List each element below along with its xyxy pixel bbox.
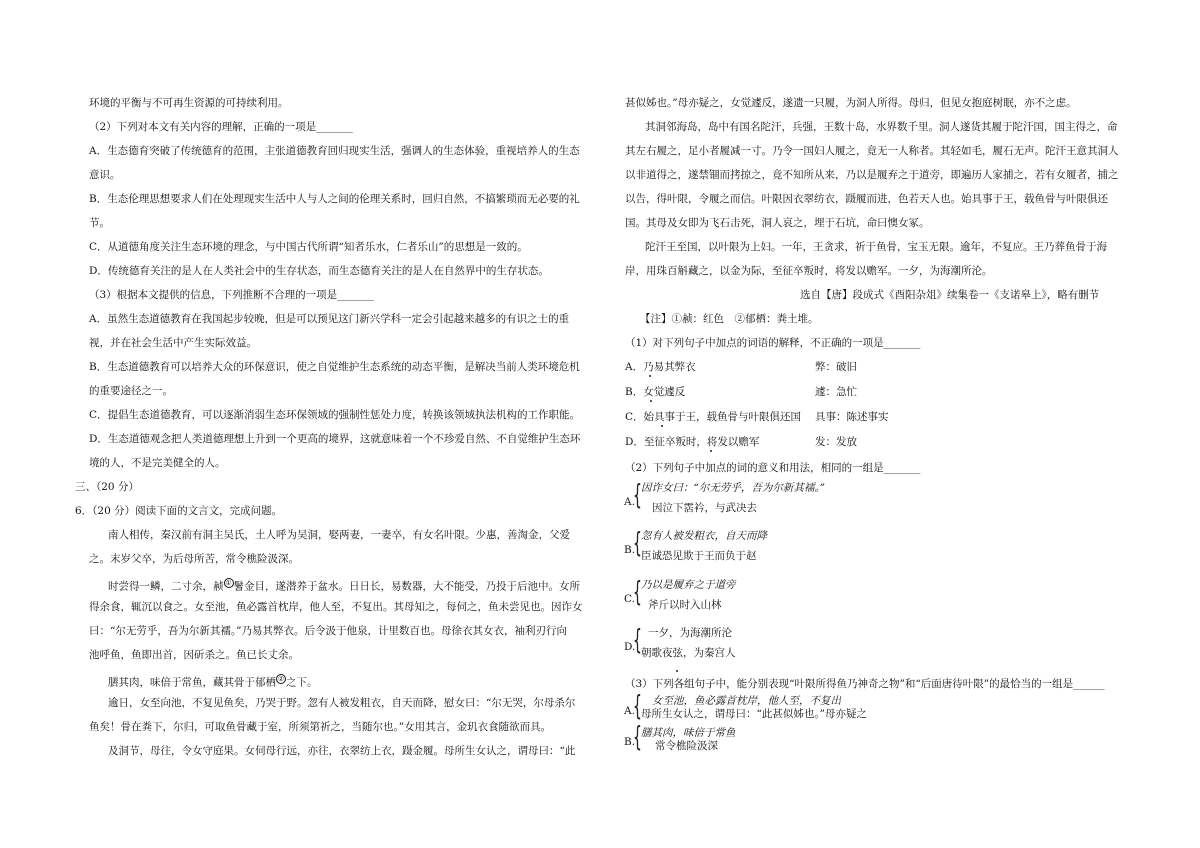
q3-option-b-bottom: 常令樵险汲深 <box>655 740 718 752</box>
q2-option-c-bottom: 斧斤以时入山林 <box>648 599 722 611</box>
footnote-marker-1: ① <box>225 579 232 587</box>
emphasis-dot <box>649 375 651 377</box>
brace-icon: { <box>633 720 642 753</box>
option-a-line-2: 意识。 <box>89 169 121 181</box>
option-d: D．传统德育关注的是人在人类社会中的生存状态，而生态德育关注的是人在自然界中的生存状态。 <box>89 265 549 277</box>
brace-icon: { <box>633 575 642 608</box>
q1-option-c-gloss: 具事：陈述事实 <box>815 411 889 423</box>
q2-option-a-bottom: 因泣下霑衿，与武决去 <box>652 502 757 514</box>
q2-option-b-top: 忽有人被发粗衣，自天而降 <box>641 530 767 542</box>
q1-option-b-gloss: 遽：急忙 <box>815 386 857 398</box>
passage-line: 其左右履之，足小者履减一寸。乃令一国妇人履之，竟无一人称者。其轻如毛，履石无声。陀汗王意其洞人 <box>625 145 1119 157</box>
passage-line: 膳其肉，味倍于常鱼，藏其骨于郁栖 ② 之下。 <box>108 675 318 689</box>
passage-line: 逾日，女至向池，不复见鱼矣，乃哭于野。忽有人被发粗衣，自天而降，慰女曰：“尔无哭，尔母杀尔 <box>108 697 576 709</box>
q2-option-a-label: A. <box>624 496 635 508</box>
passage-line: 其洞邻海岛，岛中有国名陀汗，兵强，王数十岛，水界数千里。洞人遂货其履于陀汗国，国主得之，命 <box>645 121 1118 133</box>
passage-line: 以告，得叶限，令履之而信。叶限因衣翠纺衣，蹑履而进，色若天人也。始具事于王，载鱼骨与叶限俱还 <box>625 193 1108 205</box>
option-b-line-2: 的重要途径之一。 <box>89 385 173 397</box>
passage-line: 得余食，辄沉以食之。女至池，鱼必露首枕岸，他人至，不复出。其母知之，每伺之，鱼未尝见也。因诈女 <box>89 601 583 613</box>
question-1-stem: （1）对下列句子中加点的词语的解释，不正确的一项是_______ <box>625 337 921 349</box>
passage-line: 之。末岁父卒，为后母所苦，常令樵险汲深。 <box>89 553 299 565</box>
emphasis-dot <box>661 425 663 427</box>
question-6-stem: 6．（20 分）阅读下面的文言文，完成问题。 <box>75 505 283 517</box>
passage-line: 时尝得一鳞，二寸余，赪 ① 鬐金目，遂潜养于盆水。日日长，易数器，大不能受，乃投于后池中。女所 <box>108 579 580 593</box>
emphasis-dot <box>676 670 678 672</box>
option-a-line-1: A．生态德育突破了传统德育的范围，主张道德教育回归现实生活，强调人的生态体验，重视培养人的生态 <box>89 145 580 157</box>
passage-line: 国。其母及女即为飞石击死，洞人哀之，埋于石坑，命曰懊女冢。 <box>625 217 930 229</box>
q2-option-d-label: D. <box>624 641 636 653</box>
q1-option-c-text: C．始具事于王，载鱼骨与叶限俱还国 <box>625 411 802 423</box>
brace-icon: { <box>633 689 642 722</box>
option-c: C．从道德角度关注生态环境的理念，与中国古代所谓“知者乐水，仁者乐山”的思想是一致的。 <box>89 241 528 253</box>
emphasis-dot <box>650 400 652 402</box>
question-3-stem: （3）根据本文提供的信息，下列推断不合理的一项是_______ <box>89 289 374 301</box>
q3-option-b-top: 膳其肉，味倍于常鱼 <box>641 727 736 739</box>
option-b-line-1: B．生态伦理思想要求人们在处理现实生活中人与人之间的伦理关系时，回归自然，不搞繁琐而无必要的礼 <box>89 193 580 205</box>
q3-option-a-bottom: 母所生女认之，谓母曰：“此甚似姊也。”母亦疑之 <box>641 708 867 720</box>
brace-icon: { <box>633 623 642 656</box>
source-citation: 选自【唐】段成式《酉阳杂俎》续集卷一《支诺皋上》，略有删节 <box>800 289 1100 301</box>
q2-option-a-top: 因诈女曰：“尔无劳乎，吾为尔新其襦。” <box>641 482 825 494</box>
text-line: 环境的平衡与不可再生资源的可持续利用。 <box>89 97 289 109</box>
passage-line: 甚似姊也。”母亦疑之，女觉遽反，遂遗一只履，为洞人所得。母归，但见女抱庭树眠，亦不之虑。 <box>625 97 1077 109</box>
passage-line: 及洞节，母往，令女守庭果。女伺母行远，亦往，衣翠纺上衣，蹑金履。母所生女认之，谓母曰：“此 <box>108 745 576 757</box>
q2-option-c-top: 乃以是履弃之于道旁 <box>641 579 736 591</box>
brace-icon: { <box>633 478 642 511</box>
question-2-stem: （2）下列句子中加点的词的意义和用法，相同的一组是_______ <box>625 462 921 474</box>
q2-option-d-bottom: 朝歌夜弦，为秦宫人 <box>641 647 736 659</box>
passage-line: 陀汗王至国，以叶限为上妇。一年，王贪求，祈于鱼骨，宝玉无限。逾年，不复应。王乃葬鱼骨于海 <box>645 241 1107 253</box>
q1-option-a-text: A．乃易其弊衣 <box>625 361 696 373</box>
annotation-note: 【注】①赪：红色 ②郁栖：粪土堆。 <box>640 313 819 325</box>
q2-option-d-top: 一夕，为海潮所沦 <box>648 627 732 639</box>
q2-option-b-label: B. <box>624 544 636 556</box>
question-2-stem: （2）下列对本文有关内容的理解，正确的一项是_______ <box>89 121 353 133</box>
passage-line: 曰：“尔无劳乎，吾为尔新其襦。”乃易其弊衣。后令汲于他泉，计里数百也。母徐衣其女衣，袖利刃行向 <box>89 625 567 637</box>
option-c: C．提倡生态道德教育，可以逐渐消弱生态环保领域的强制性惩处力度，转换该领域执法机构的工作职能。 <box>89 409 581 421</box>
option-d-line-1: D．生态道德观念把人类道德理想上升到一个更高的境界，这就意味着一个不珍爱自然、不自觉维护生态环 <box>89 433 581 445</box>
q1-option-d-text: D．至征卒叛时，将发以赡军 <box>625 436 760 448</box>
q3-option-a-label: A. <box>624 705 635 717</box>
q1-option-a-gloss: 弊：破旧 <box>815 361 857 373</box>
question-3-stem: （3）下列各组句子中，能分别表现“叶限所得鱼乃神奇之物”和“后面唐待叶限”的最恰当的一组是______ <box>625 678 1105 690</box>
passage-line: 池呼鱼，鱼即出首，因斫杀之。鱼已长丈余。 <box>89 649 299 661</box>
option-b-line-1: B．生态道德教育可以培养大众的环保意识，使之自觉维护生态系统的动态平衡，是解决当前人类环境危机 <box>89 361 580 373</box>
option-d-line-2: 境的人，不是完美健全的人。 <box>89 457 226 469</box>
q3-option-b-label: B. <box>624 736 636 748</box>
q3-option-a-top: 女至池，鱼必露首枕岸，他人至，不复出 <box>652 695 841 707</box>
passage-line: 岸，用珠百斛藏之，以金为际，至征卒叛时，将发以赡军。一夕，为海潮所沦。 <box>625 265 993 277</box>
option-b-line-2: 节。 <box>89 217 110 229</box>
q1-option-b-text: B．女觉遽反 <box>625 386 686 398</box>
passage-line: 以非道得之，遂禁锢而拷掠之，竟不知所从来，乃以是履弃之于道旁，即遍历人家捕之，若有女履者，捕之 <box>625 169 1119 181</box>
q1-option-d-gloss: 发：发放 <box>815 436 857 448</box>
q2-option-c-label: C. <box>624 593 635 605</box>
brace-icon: { <box>633 526 642 559</box>
emphasis-dot <box>710 450 712 452</box>
option-a-line-2: 视，并在社会生活中产生实际效益。 <box>89 337 257 349</box>
passage-line: 南人相传，秦汉前有洞主吴氏，土人呼为吴洞，娶两妻，一妻卒，有女名叶限。少惠，善淘金，父爱 <box>108 529 570 541</box>
option-a-line-1: A．虽然生态道德教育在我国起步较晚，但是可以预见这门新兴学科一定会引起越来越多的有识之士的重 <box>89 313 570 325</box>
section-heading: 三、（20 分） <box>75 481 139 493</box>
footnote-marker-2: ② <box>277 675 285 683</box>
passage-line: 鱼矣！骨在粪下，尔归，可取鱼骨藏于室，所须第祈之，当随尔也。”女用其言，金玑衣食随欲而具。 <box>89 721 552 733</box>
q2-option-b-bottom: 臣诚恐见欺于王而负于赵 <box>641 550 757 562</box>
